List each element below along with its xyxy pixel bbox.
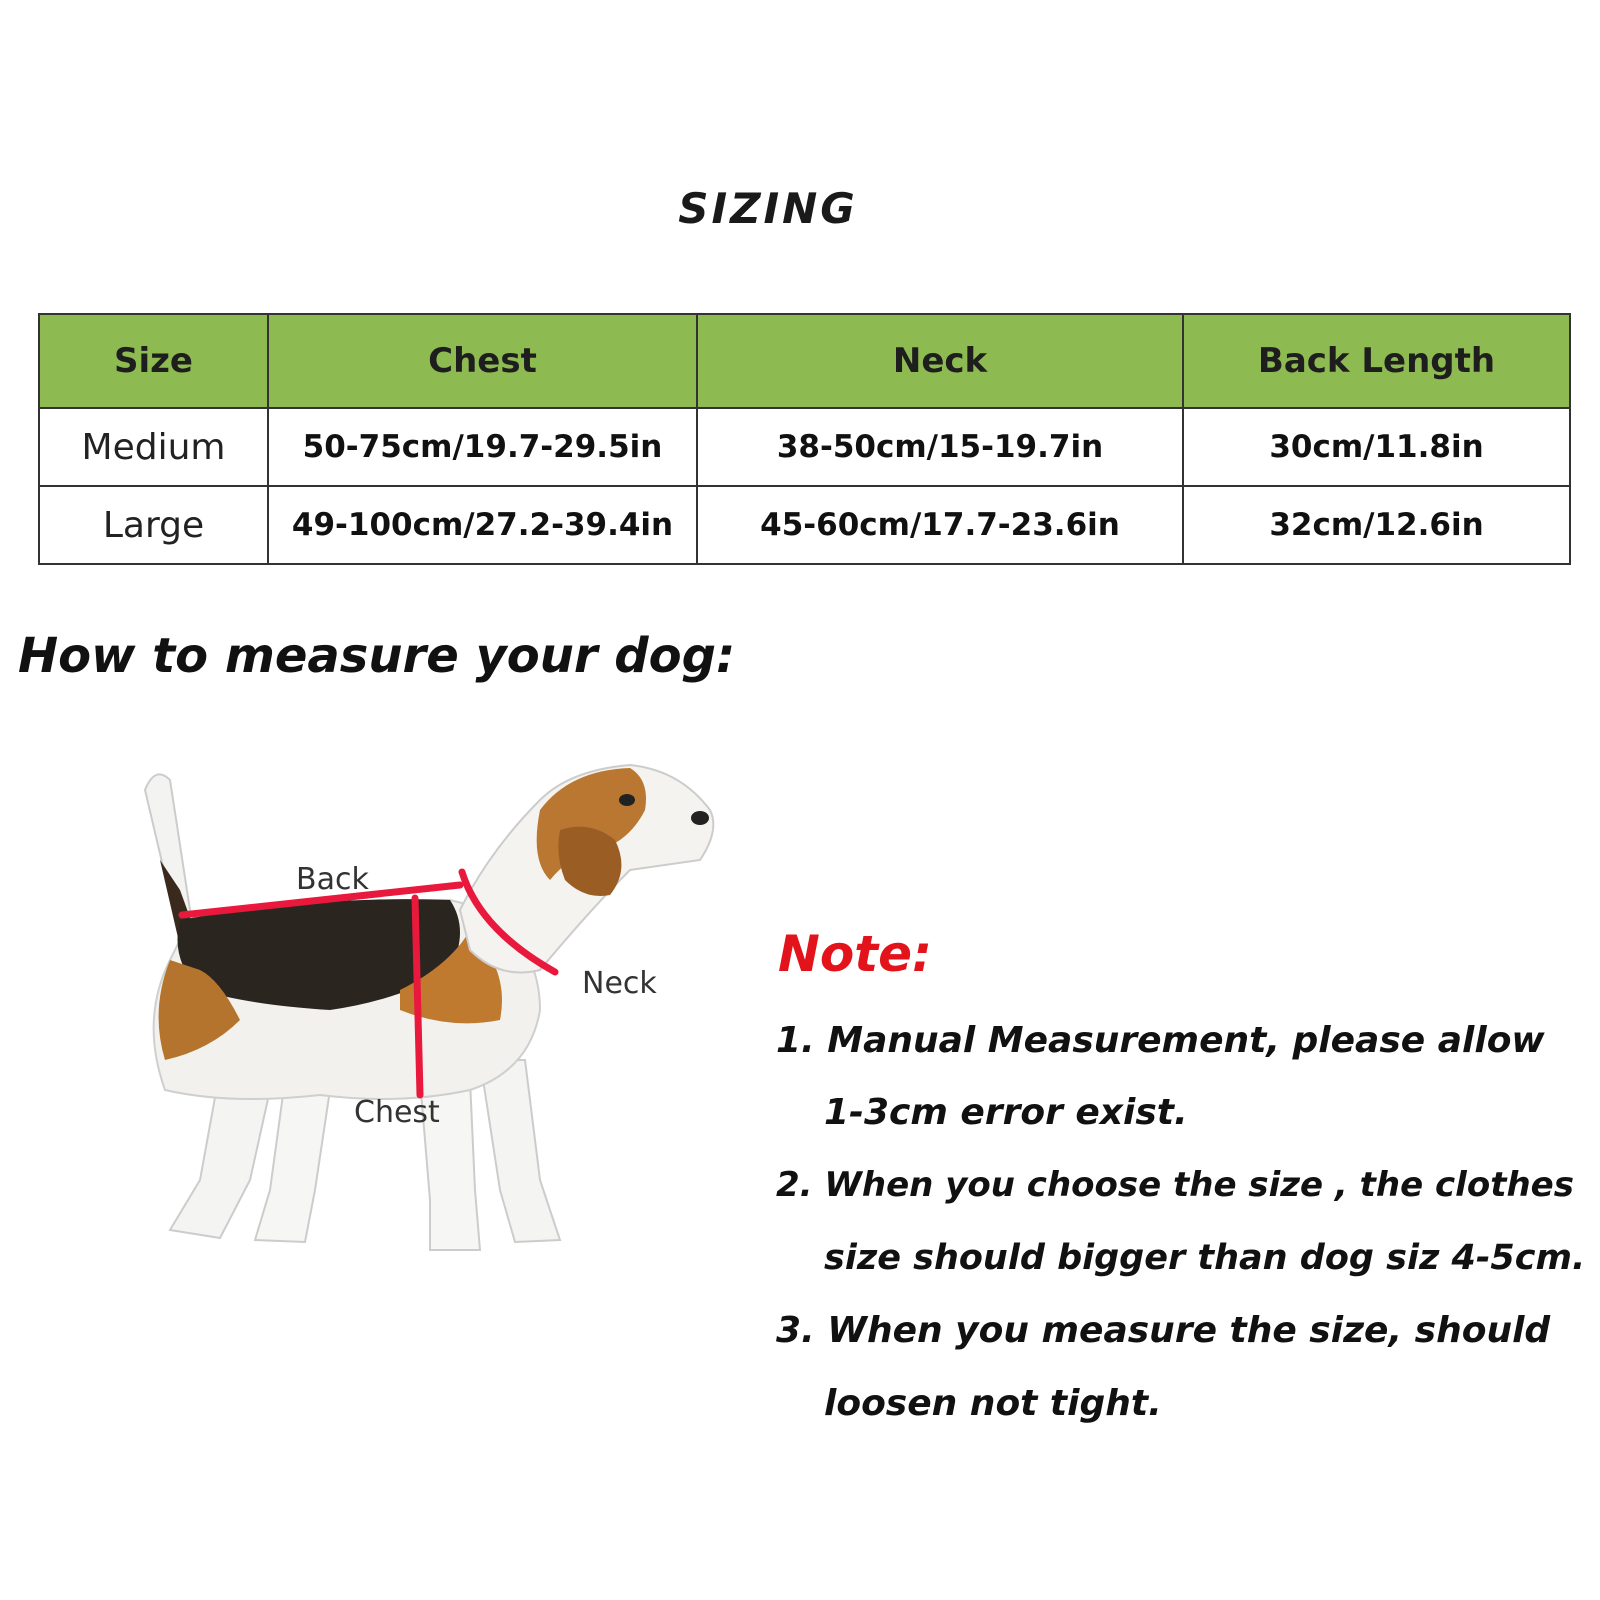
neck-cell: 38-50cm/15-19.7in	[697, 408, 1183, 486]
note-line: 1. Manual Measurement, please allow	[776, 1020, 1545, 1061]
note-title: Note:	[778, 925, 933, 983]
neck-label: Neck	[582, 966, 657, 1001]
chest-cell: 49-100cm/27.2-39.4in	[268, 486, 697, 564]
back-length-cell: 32cm/12.6in	[1183, 486, 1570, 564]
note-line: 1-3cm error exist.	[824, 1092, 1188, 1133]
header-size: Size	[39, 314, 268, 408]
size-cell: Large	[39, 486, 268, 564]
dog-measurement-diagram	[70, 760, 750, 1300]
table-header-row	[39, 314, 1570, 408]
back-label: Back	[296, 862, 369, 897]
note-line: loosen not tight.	[824, 1383, 1162, 1424]
how-to-measure-heading: How to measure your dog:	[18, 628, 736, 684]
back-length-cell: 30cm/11.8in	[1183, 408, 1570, 486]
note-line: 3. When you measure the size, should	[776, 1310, 1551, 1351]
table-row	[39, 486, 1570, 564]
page-title: SIZING	[678, 184, 858, 233]
header-back-length: Back Length	[1183, 314, 1570, 408]
sizing-table	[38, 313, 1571, 565]
size-cell: Medium	[39, 408, 268, 486]
header-chest: Chest	[268, 314, 697, 408]
header-neck: Neck	[697, 314, 1183, 408]
chest-label: Chest	[354, 1095, 440, 1130]
neck-cell: 45-60cm/17.7-23.6in	[697, 486, 1183, 564]
chest-cell: 50-75cm/19.7-29.5in	[268, 408, 697, 486]
note-line: 2. When you choose the size , the clothes	[776, 1165, 1574, 1205]
note-line: size should bigger than dog siz 4-5cm.	[824, 1238, 1586, 1278]
dog-illustration	[70, 760, 750, 1300]
table-row	[39, 408, 1570, 486]
